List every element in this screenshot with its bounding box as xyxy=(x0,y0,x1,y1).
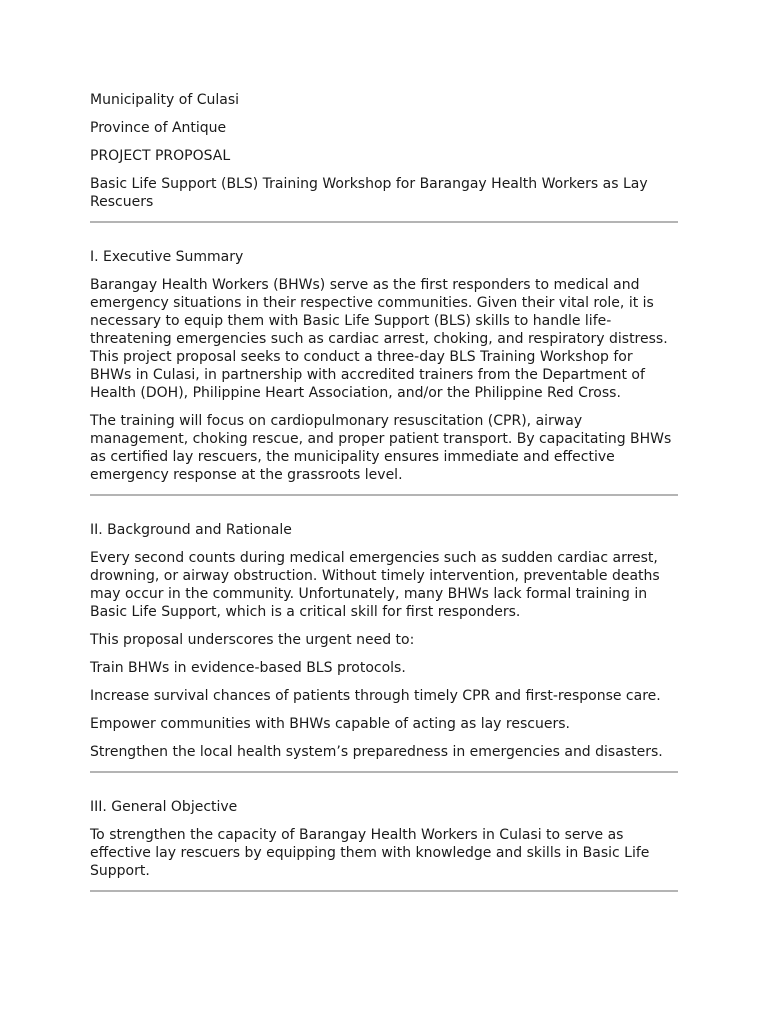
section-heading-executive-summary: I. Executive Summary xyxy=(90,249,244,265)
municipality-line: Municipality of Culasi xyxy=(90,92,240,108)
executive-summary-paragraph: The training will focus on cardiopulmonary resuscitation (CPR), airway management, choking rescue, and proper patient transport. By capacitating BHWs as certified lay rescuers, the municipality ensures immediate and effective emergency response at the grassroots level. xyxy=(90,413,672,483)
section-divider xyxy=(90,890,678,892)
project-title: Basic Life Support (BLS) Training Workshop for Barangay Health Workers as Lay Rescuers xyxy=(90,176,648,210)
need-item: Empower communities with BHWs capable of acting as lay rescuers. xyxy=(90,716,570,732)
doc-type-line: PROJECT PROPOSAL xyxy=(90,148,231,164)
need-item: Strengthen the local health system’s preparedness in emergencies and disasters. xyxy=(90,744,663,760)
section-heading-general-objective: III. General Objective xyxy=(90,799,238,815)
executive-summary-paragraph: Barangay Health Workers (BHWs) serve as the first responders to medical and emergency situations in their respective communities. Given their vital role, it is necessary to equip them with Basic Life Support (BLS) skills to handle life-threatening emergencies such as cardiac arrest, choking, and respiratory distress. This project proposal seeks to conduct a three-day BLS Training Workshop for BHWs in Culasi, in partnership with accredited trainers from the Department of Health (DOH), Philippine Heart Association, and/or the Philippine Red Cross. xyxy=(90,277,668,401)
section-divider xyxy=(90,494,678,496)
document-page xyxy=(90,91,678,892)
section-divider xyxy=(90,771,678,773)
section-divider xyxy=(90,221,678,223)
section-heading-background: II. Background and Rationale xyxy=(90,522,292,538)
need-item: Train BHWs in evidence-based BLS protocols. xyxy=(90,660,406,676)
general-objective-paragraph: To strengthen the capacity of Barangay Health Workers in Culasi to serve as effective lay rescuers by equipping them with knowledge and skills in Basic Life Support. xyxy=(90,827,650,879)
need-item: Increase survival chances of patients through timely CPR and first-response care. xyxy=(90,688,661,704)
background-paragraph: Every second counts during medical emergencies such as sudden cardiac arrest, drowning, or airway obstruction. Without timely intervention, preventable deaths may occur in the community. Unfortunately, many BHWs lack formal training in Basic Life Support, which is a critical skill for first responders. xyxy=(90,550,660,620)
province-line: Province of Antique xyxy=(90,120,227,136)
background-paragraph: This proposal underscores the urgent need to: xyxy=(90,632,415,648)
